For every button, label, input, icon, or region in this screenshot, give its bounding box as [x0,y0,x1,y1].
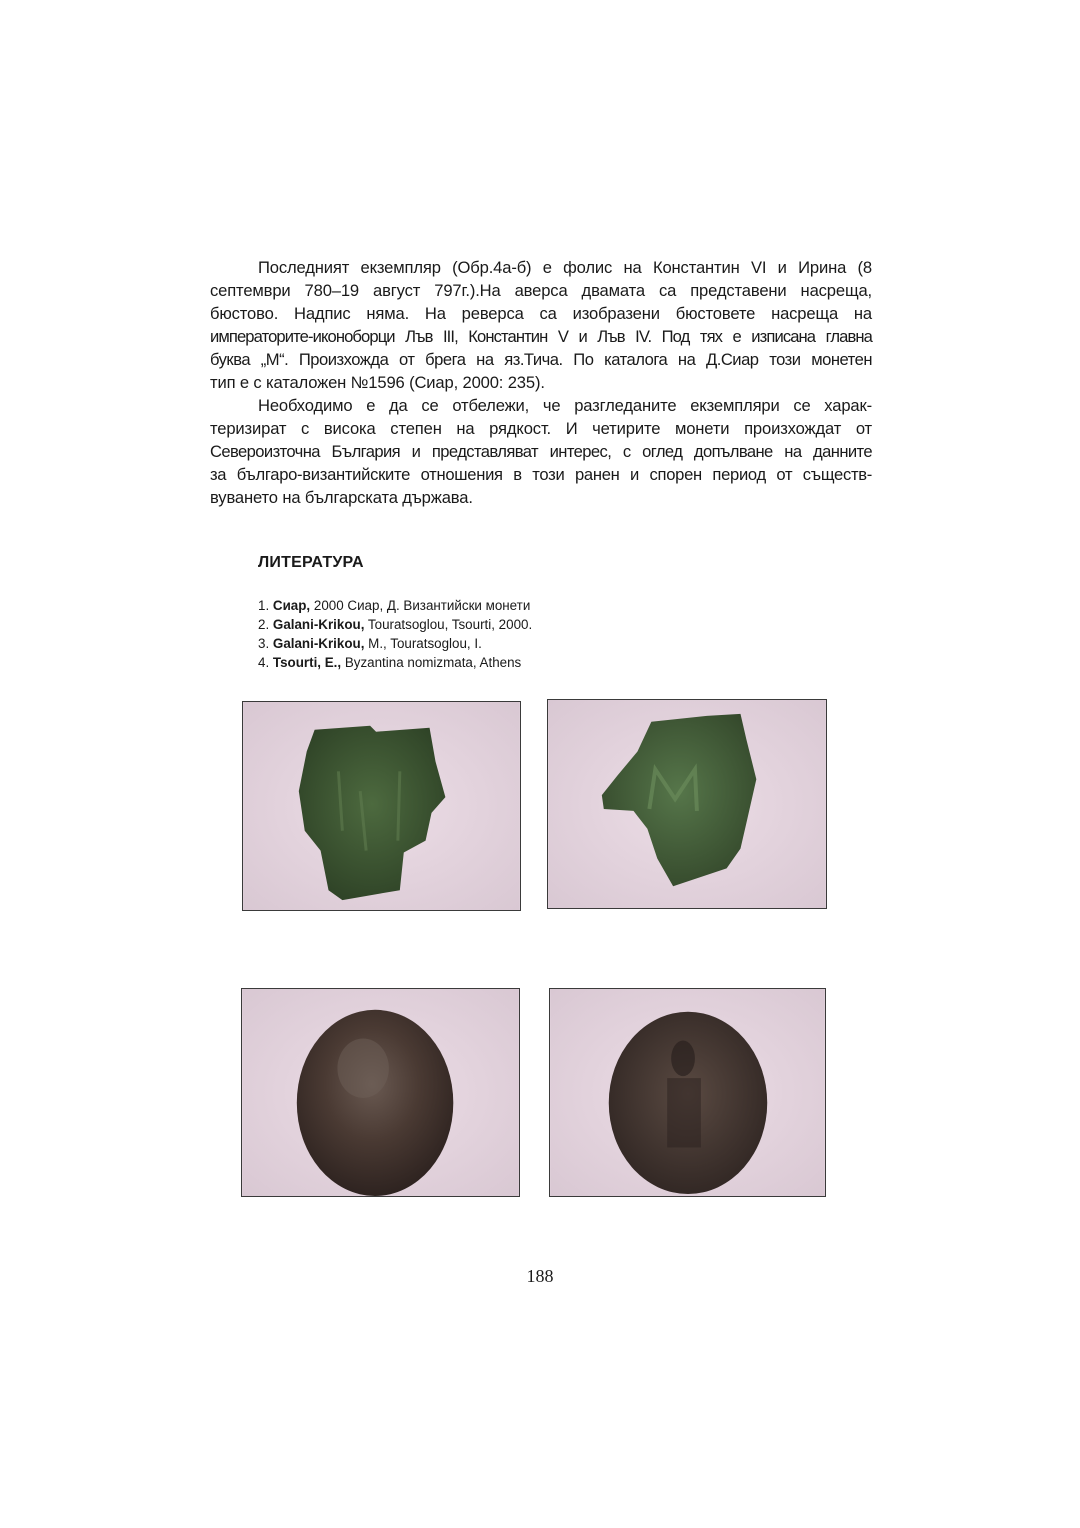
paragraph-2 [210,394,872,509]
reference-item [258,634,532,653]
text-line: за българо-византийските отношения в този ранен и спорен период от съществ- [210,465,872,484]
coin-photo-2 [547,699,827,909]
coin-photo-4 [549,988,826,1197]
coin-photo-3 [241,988,520,1197]
reference-item [258,653,532,672]
page-number: 188 [526,1266,554,1286]
text-line: Североизточна България и представляват интерес, с оглед допълване на данните [210,442,872,461]
text-line: императорите-иконоборци Лъв III, Константин V и Лъв IV. Под тях е изписана главна [210,327,872,346]
reference-number: 2. [258,617,270,632]
paragraph-1 [210,256,872,394]
reference-author: Tsourti, E., [272,655,342,670]
coin-image [550,989,825,1196]
reference-number: 4. [258,655,270,670]
reference-number: 3. [258,636,270,651]
reference-text: 2000 Сиар, Д. Византийски монети [313,598,531,613]
coin-image [548,700,826,908]
text-line: септември 780–19 август 797г.).На аверса двамата са представени насреща, [210,281,872,300]
coin-photo-1 [242,701,521,911]
reference-author: Galani-Krikou, [272,636,365,651]
reference-author: Galani-Krikou, [272,617,365,632]
coin-image [242,989,519,1196]
text-line: Последният екземпляр (Обр.4а-б) е фолис на Константин VI и Ирина (8 [258,258,872,277]
text-line: бюстово. Надпис няма. На реверса са изобразени бюстовете насреща на [210,304,872,323]
text-line: буква „М“. Произхожда от брега на яз.Тича. По каталога на Д.Сиар този монетен [210,350,872,369]
reference-item [258,615,532,634]
literature-heading: ЛИТЕРАТУРА [258,554,364,571]
text-line: вуването на българската държава. [210,488,473,507]
reference-number: 1. [258,598,270,613]
reference-text: Byzantina nomizmata, Athens [344,655,522,670]
text-line: Необходимо е да се отбележи, че разгледаните екземпляри се харак- [258,396,872,415]
text-line: тип е с каталожен №1596 (Сиар, 2000: 235). [210,373,545,392]
reference-author: Сиар, [272,598,311,613]
reference-item [258,596,532,615]
reference-list [258,596,532,672]
reference-text: M., Touratsoglou, I. [368,636,482,651]
coin-shape [297,1010,453,1196]
text-line: теризират с висока степен на рядкост. И четирите монети произхождат от [210,419,872,438]
coin-image [243,702,520,910]
reference-text: Touratsoglou, Tsourti, 2000. [367,617,533,632]
